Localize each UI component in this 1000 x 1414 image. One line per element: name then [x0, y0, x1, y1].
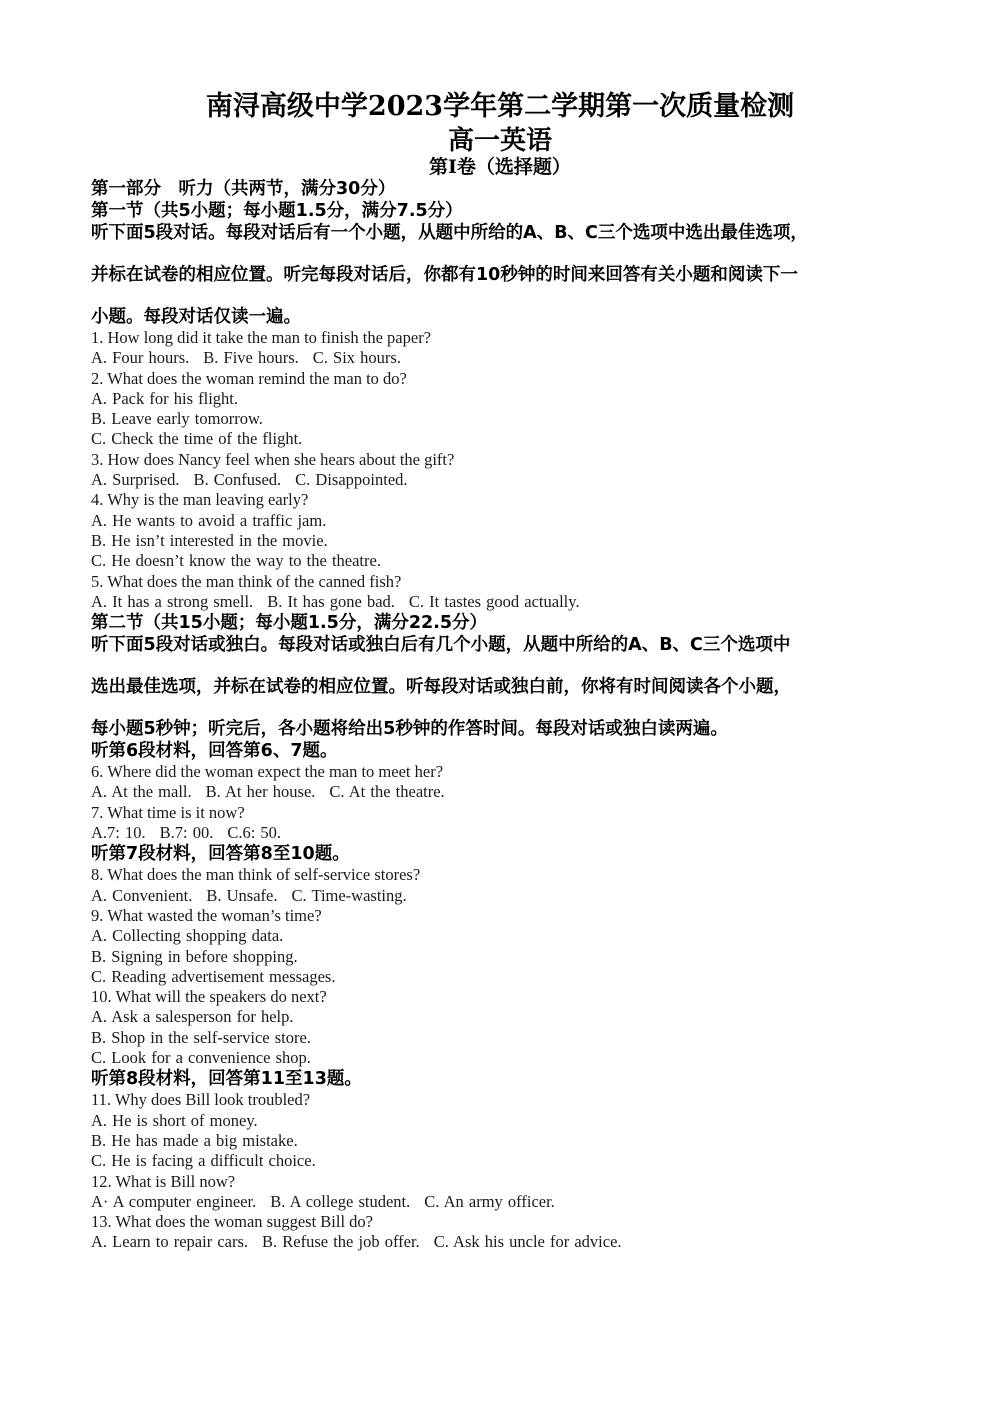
option-c: C. He is facing a difficult choice.: [91, 1151, 316, 1171]
subject-title: 高一英语: [447, 126, 552, 156]
option-b: B. He has made a big mistake.: [91, 1130, 298, 1150]
option-c: C. Six hours.: [312, 348, 401, 368]
question-7-options: [91, 823, 921, 843]
option-b: B. Shop in the self-service store.: [91, 1027, 311, 1047]
option-a: A. At the mall.: [91, 782, 192, 802]
question-1-options: [91, 348, 921, 368]
option-b: B. Signing in before shopping.: [91, 946, 298, 966]
section1-instruction-line: 并标在试卷的相应位置。听完每段对话后，你都有10秒钟的时间来回答有关小题和阅读下一: [91, 265, 798, 285]
question-5: 5. What does the man think of the canned fish?: [91, 571, 402, 591]
section1-instruction-line: 听下面5段对话。每段对话后有一个小题，从题中所给的A、B、C三个选项中选出最佳选项，: [91, 223, 808, 243]
question-13: 13. What does the woman suggest Bill do?: [91, 1212, 373, 1232]
option-a: A. Convenient.: [91, 885, 193, 905]
option-b: B.7: 00.: [159, 823, 214, 843]
option-c: C. It tastes good actually.: [408, 591, 580, 611]
section2-instruction-line: 听下面5段对话或独白。每段对话或独白后有几个小题，从题中所给的A、B、C三个选项中: [91, 635, 791, 656]
option-c: C. He doesn’t know the way to the theatre.: [91, 551, 381, 571]
option-c: C. Look for a convenience shop.: [91, 1048, 311, 1068]
section2-instruction-line: 选出最佳选项，并标在试卷的相应位置。听每段对话或独白前，你将有时间阅读各个小题，: [91, 677, 791, 698]
option-a: A. He wants to avoid a traffic jam.: [91, 510, 327, 530]
option-a: A. Pack for his flight.: [91, 388, 238, 408]
option-a: A. He is short of money.: [91, 1110, 258, 1130]
section1-instruction-line: 小题。每段对话仅读一遍。: [91, 307, 301, 327]
option-c: C.6: 50.: [227, 823, 282, 843]
question-8: 8. What does the man think of self-service stores?: [91, 865, 421, 885]
question-10: 10. What will the speakers do next?: [91, 987, 327, 1007]
option-b: B. Five hours.: [203, 348, 299, 368]
option-a: A. It has a strong smell.: [91, 591, 254, 611]
material-6-heading: 听第6段材料，回答第6、7题。: [91, 741, 338, 762]
question-3: 3. How does Nancy feel when she hears about the gift?: [91, 449, 455, 469]
option-b: B. Unsafe.: [206, 885, 278, 905]
question-12-options: [91, 1192, 921, 1212]
material-8-heading: 听第8段材料，回答第11至13题。: [91, 1069, 362, 1090]
option-a: A. Learn to repair cars.: [91, 1232, 249, 1252]
question-11: 11. Why does Bill look troubled?: [91, 1090, 311, 1110]
option-b: B. It has gone bad.: [267, 591, 395, 611]
section2-heading: 第二节（共15小题；每小题1.5分，满分22.5分）: [91, 613, 488, 634]
question-6-options: [91, 782, 921, 802]
option-a: A. Surprised.: [91, 470, 180, 490]
option-c: C. Ask his uncle for advice.: [433, 1232, 622, 1252]
question-3-options: [91, 470, 921, 490]
section2-instruction-line: 每小题5秒钟；听完后，各小题将给出5秒钟的作答时间。每段对话或独白读两遍。: [91, 719, 728, 740]
question-8-options: [91, 886, 921, 906]
question-5-options: [91, 592, 921, 612]
question-6: 6. Where did the woman expect the man to meet her?: [91, 762, 444, 782]
question-12: 12. What is Bill now?: [91, 1171, 236, 1191]
exam-title: 南浔高级中学2023学年第二学期第一次质量检测: [205, 91, 795, 122]
volume-title: 第Ⅰ卷（选择题）: [429, 156, 571, 178]
option-b: B. Confused.: [193, 470, 282, 490]
section1-heading: 第一节（共5小题；每小题1.5分，满分7.5分）: [91, 201, 463, 221]
option-b: B. A college student.: [270, 1191, 411, 1211]
question-4: 4. Why is the man leaving early?: [91, 490, 309, 510]
option-b: B. He isn’t interested in the movie.: [91, 530, 328, 550]
question-2: 2. What does the woman remind the man to do?: [91, 368, 407, 388]
option-b: B. At her house.: [205, 782, 316, 802]
option-b: B. Leave early tomorrow.: [91, 409, 263, 429]
question-7: 7. What time is it now?: [91, 802, 245, 822]
question-13-options: [91, 1232, 921, 1252]
option-a: A. Ask a salesperson for help.: [91, 1007, 294, 1027]
option-c: C. Time-wasting.: [291, 885, 407, 905]
material-7-heading: 听第7段材料，回答第8至10题。: [91, 844, 350, 865]
option-c: C. At the theatre.: [329, 782, 445, 802]
option-a: A. Collecting shopping data.: [91, 926, 284, 946]
option-c: C. An army officer.: [424, 1191, 555, 1211]
option-a: A. Four hours.: [91, 348, 190, 368]
option-c: C. Disappointed.: [295, 470, 408, 490]
option-c: C. Check the time of the flight.: [91, 429, 303, 449]
question-9: 9. What wasted the woman’s time?: [91, 905, 322, 925]
part1-heading: 第一部分 听力（共两节，满分30分）: [91, 179, 396, 199]
exam-content: [91, 178, 921, 1253]
option-a: A.7: 10.: [91, 823, 146, 843]
option-a: A· A computer engineer.: [91, 1191, 257, 1211]
option-c: C. Reading advertisement messages.: [91, 966, 336, 986]
question-1: 1. How long did it take the man to finish the paper?: [91, 328, 432, 347]
option-b: B. Refuse the job offer.: [262, 1232, 420, 1252]
